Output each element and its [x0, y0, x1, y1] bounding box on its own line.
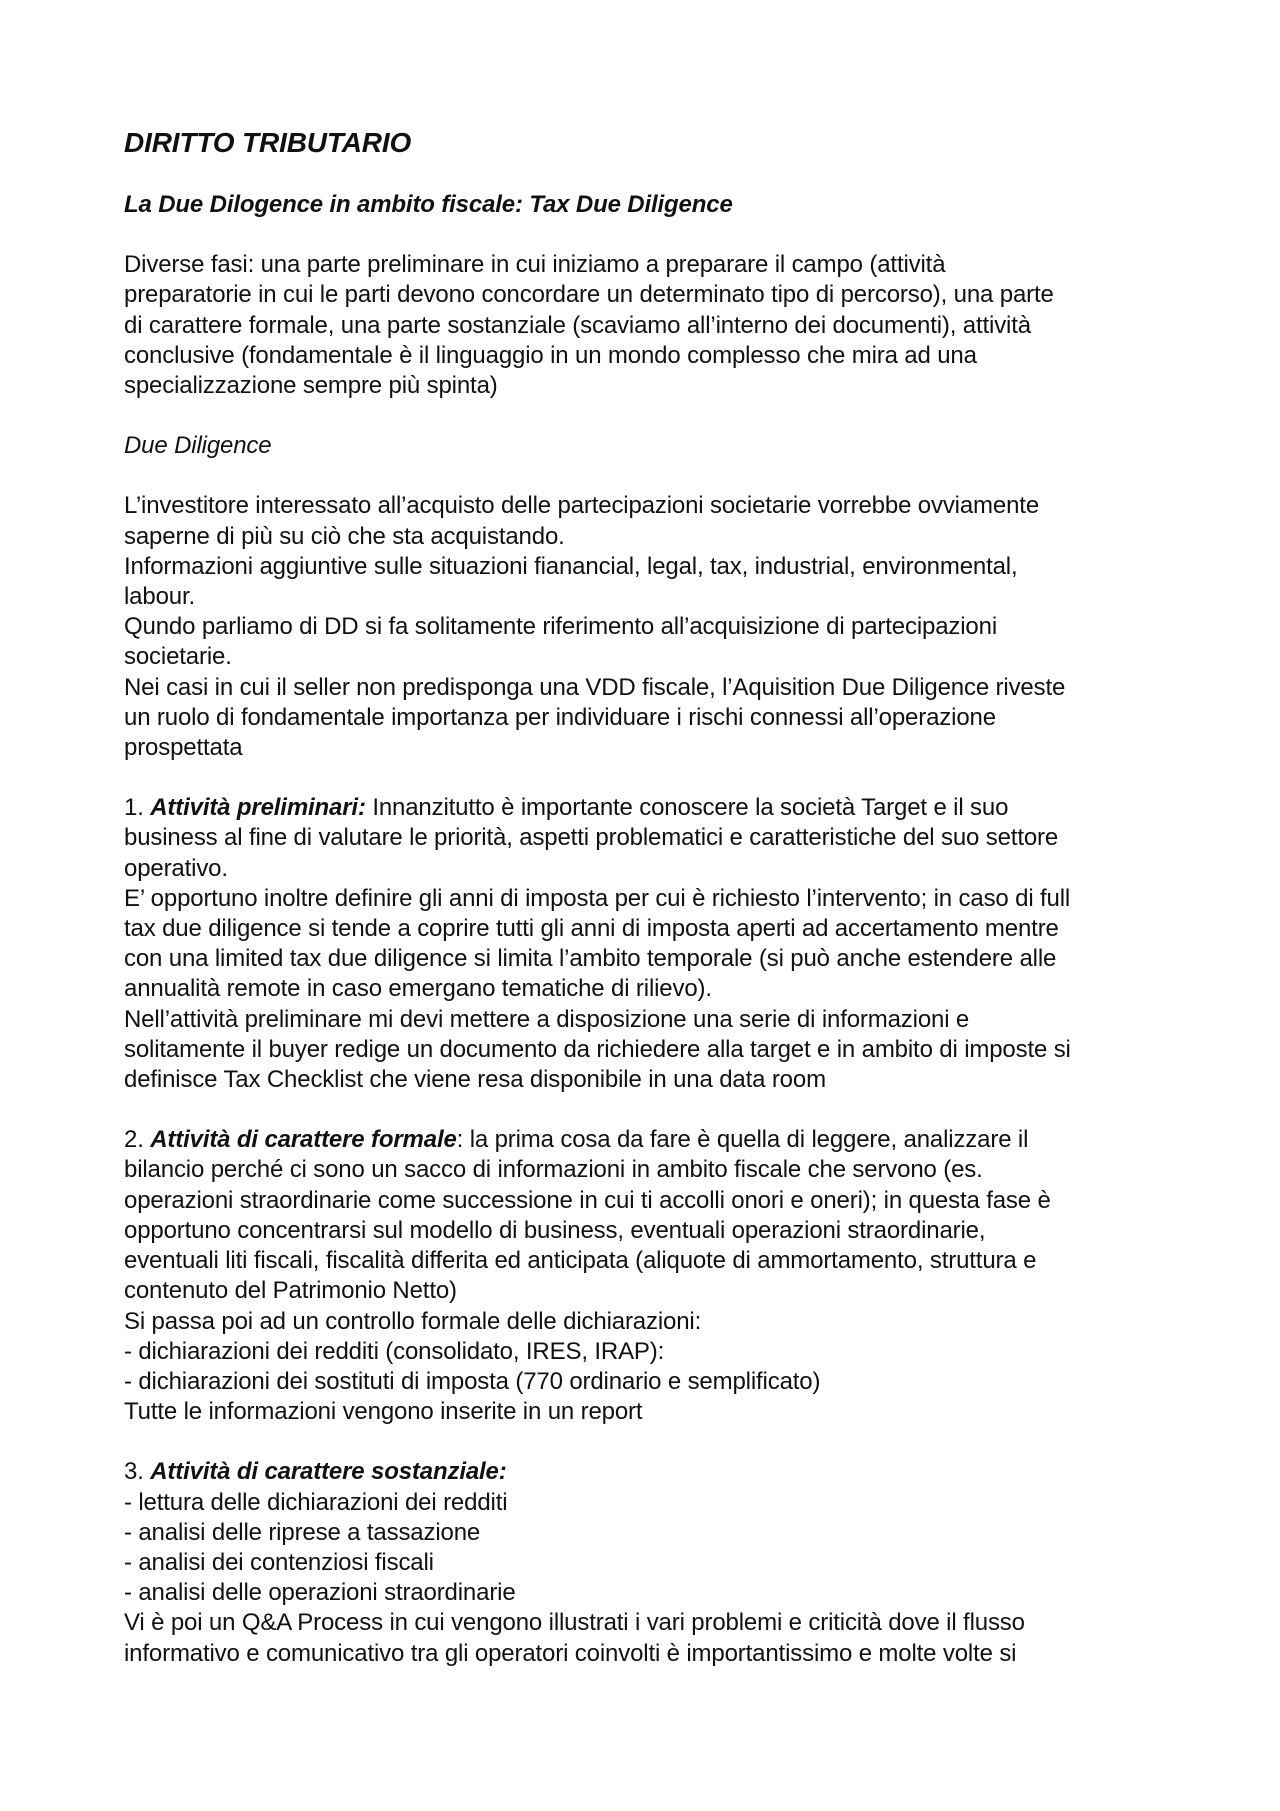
section-preliminary: [124, 793, 1184, 1095]
text-line: L’investitore interessato all’acquisto delle partecipazioni societarie vorrebbe ovviamente: [124, 492, 1040, 520]
text-line: tax due diligence si tende a coprire tutti gli anni di imposta aperti ad accertamento mentre: [124, 915, 1059, 943]
text-line: con una limited tax due diligence si limita l’ambito temporale (si può anche estendere alle: [124, 945, 1057, 973]
text-line: contenuto del Patrimonio Netto): [124, 1277, 457, 1305]
section-number: 2.: [124, 1126, 151, 1154]
section-first-line: [124, 1457, 1184, 1487]
text-line: business al fine di valutare le priorità, aspetti problematici e caratteristiche del suo settore: [124, 824, 1059, 852]
text-line: - analisi delle riprese a tassazione: [124, 1518, 481, 1546]
text-line: saperne di più su ciò che sta acquistando.: [124, 522, 565, 550]
text-line: Diverse fasi: una parte preliminare in cui iniziamo a preparare il campo (attività: [124, 251, 946, 279]
text-line: Si passa poi ad un controllo formale delle dichiarazioni:: [124, 1307, 702, 1335]
section-substantial: [124, 1457, 1184, 1668]
section-text: : la prima cosa da fare è quella di leggere, analizzare il: [456, 1126, 1029, 1154]
due-diligence-heading: Due Diligence: [124, 432, 272, 460]
text-line: operativo.: [124, 854, 228, 882]
text-line: solitamente il buyer redige un documento da richiedere alla target e in ambito di imposte si: [124, 1035, 1071, 1063]
section-heading: Attività di carattere formale: [150, 1126, 457, 1154]
section-text: Innanzitutto è importante conoscere la società Target e il suo: [365, 794, 1009, 822]
text-line: informativo e comunicativo tra gli operatori coinvolti è importantissimo e molte volte si: [124, 1639, 1017, 1667]
due-diligence-paragraph: [124, 491, 1184, 763]
text-line: Tutte le informazioni vengono inserite in un report: [124, 1398, 643, 1426]
text-line: E’ opportuno inoltre definire gli anni di imposta per cui è richiesto l’intervento; in caso di full: [124, 884, 1071, 912]
text-line: preparatorie in cui le parti devono concordare un determinato tipo di percorso), una parte: [124, 281, 1054, 309]
text-line: Qundo parliamo di DD si fa solitamente riferimento all’acquisizione di partecipazioni: [124, 613, 998, 641]
section-first-line: [124, 793, 1184, 823]
text-line: Vi è poi un Q&A Process in cui vengono illustrati i vari problemi e criticità dove il flusso: [124, 1609, 1025, 1637]
document-subtitle: La Due Dilogence in ambito fiscale: Tax Due Diligence: [124, 191, 733, 218]
text-line: conclusive (fondamentale è il linguaggio in un mondo complesso che mira ad una: [124, 341, 977, 369]
text-line: - dichiarazioni dei redditi (consolidato, IRES, IRAP):: [124, 1337, 665, 1365]
text-line: - lettura delle dichiarazioni dei redditi: [124, 1488, 508, 1516]
text-line: definisce Tax Checklist che viene resa disponibile in una data room: [124, 1066, 826, 1094]
text-line: un ruolo di fondamentale importanza per individuare i rischi connessi all’operazione: [124, 703, 996, 731]
document-body: [124, 126, 1184, 1669]
text-line: - dichiarazioni dei sostituti di imposta (770 ordinario e semplificato): [124, 1367, 821, 1395]
text-line: specializzazione sempre più spinta): [124, 372, 498, 400]
text-line: prospettata: [124, 734, 243, 762]
text-line: operazioni straordinarie come successione in cui ti accolli onori e oneri); in questa fase è: [124, 1186, 1051, 1214]
text-line: Nei casi in cui il seller non predisponga una VDD fiscale, l’Aquisition Due Diligence riveste: [124, 673, 1066, 701]
text-line: - analisi dei contenziosi fiscali: [124, 1548, 434, 1576]
section-number: 3.: [124, 1458, 151, 1486]
text-line: annualità remote in caso emergano tematiche di rilievo).: [124, 975, 712, 1003]
text-line: opportuno concentrarsi sul modello di business, eventuali operazioni straordinarie,: [124, 1216, 986, 1244]
section-first-line: [124, 1125, 1184, 1155]
text-line: di carattere formale, una parte sostanziale (scaviamo all’interno dei documenti), attività: [124, 311, 1031, 339]
text-line: Informazioni aggiuntive sulle situazioni fianancial, legal, tax, industrial, environmental,: [124, 552, 1018, 580]
text-line: labour.: [124, 583, 196, 611]
section-number: 1.: [124, 794, 151, 822]
section-heading: Attività preliminari:: [150, 794, 366, 822]
section-heading: Attività di carattere sostanziale:: [150, 1458, 507, 1486]
text-line: societarie.: [124, 643, 232, 671]
text-line: bilancio perché ci sono un sacco di informazioni in ambito fiscale che servono (es.: [124, 1156, 983, 1184]
document-title: DIRITTO TRIBUTARIO: [124, 127, 412, 158]
text-line: eventuali liti fiscali, fiscalità differita ed anticipata (aliquote di ammortamento, struttura e: [124, 1247, 1037, 1275]
intro-paragraph: [124, 250, 1184, 401]
text-line: Nell’attività preliminare mi devi mettere a disposizione una serie di informazioni e: [124, 1005, 970, 1033]
section-formal: [124, 1125, 1184, 1427]
text-line: - analisi delle operazioni straordinarie: [124, 1579, 516, 1607]
